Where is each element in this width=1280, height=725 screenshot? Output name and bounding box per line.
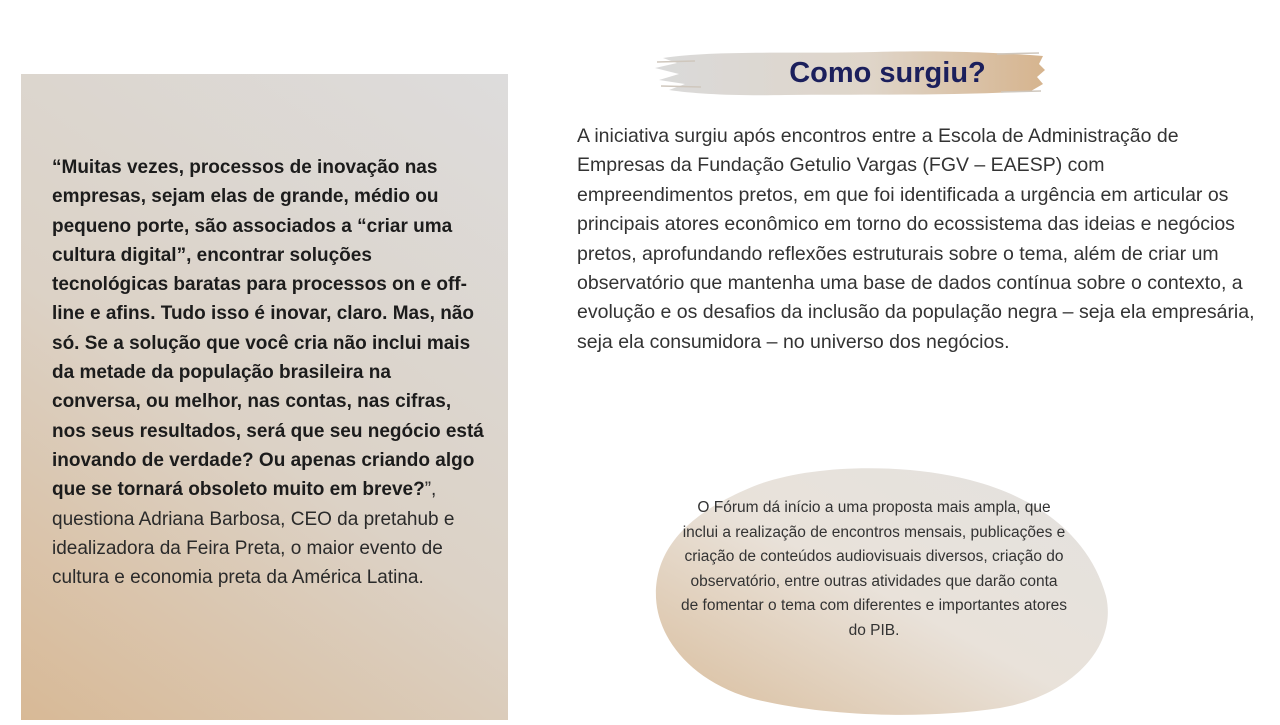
callout-text: O Fórum dá início a uma proposta mais ampla, que inclui a realização de encontros mensais, publicações e criação de conteúdos audiovisuais diversos, criação do observatório, entre outras atividades que darão conta de fomentar o tema com diferentes e importantes atores do PIB. xyxy=(681,499,1067,639)
quote-attribution: ”, questiona Adriana Barbosa, CEO da pretahub e idealizadora da Feira Preta, o maior evento de cultura e economia preta da América Latina. xyxy=(52,479,455,589)
section-body-text: A iniciativa surgiu após encontros entre a Escola de Administração de Empresas da Fundação Getulio Vargas (FGV – EAESP) com empreendimentos pretos, em que foi identificada a urgência em articular os principais atores econômico em torno do ecossistema das ideias e negócios pretos, aprofundando reflexões estruturais sobre o tema, além de criar um observatório que mantenha uma base de dados contínua sobre o contexto, a evolução e os desafios da inclusão da população negra – seja ela empresária, seja ela consumidora – no universo dos negócios. xyxy=(577,125,1255,353)
quote-text xyxy=(52,153,484,592)
quote-bold-text: “Muitas vezes, processos de inovação nas empresas, sejam elas de grande, médio ou pequeno porte, são associados a “criar uma cultura digital”, encontrar soluções tecnológicas baratas para processos on e off-line e afins. Tudo isso é inovar, claro. Mas, não só. Se a solução que você cria não inclui mais da metade da população brasileira na conversa, ou melhor, nas contas, nas cifras, nos seus resultados, será que seu negócio está inovando de verdade? Ou apenas criando algo que se tornará obsoleto muito em breve? xyxy=(52,157,484,501)
section-title: Como surgiu? xyxy=(789,57,986,89)
